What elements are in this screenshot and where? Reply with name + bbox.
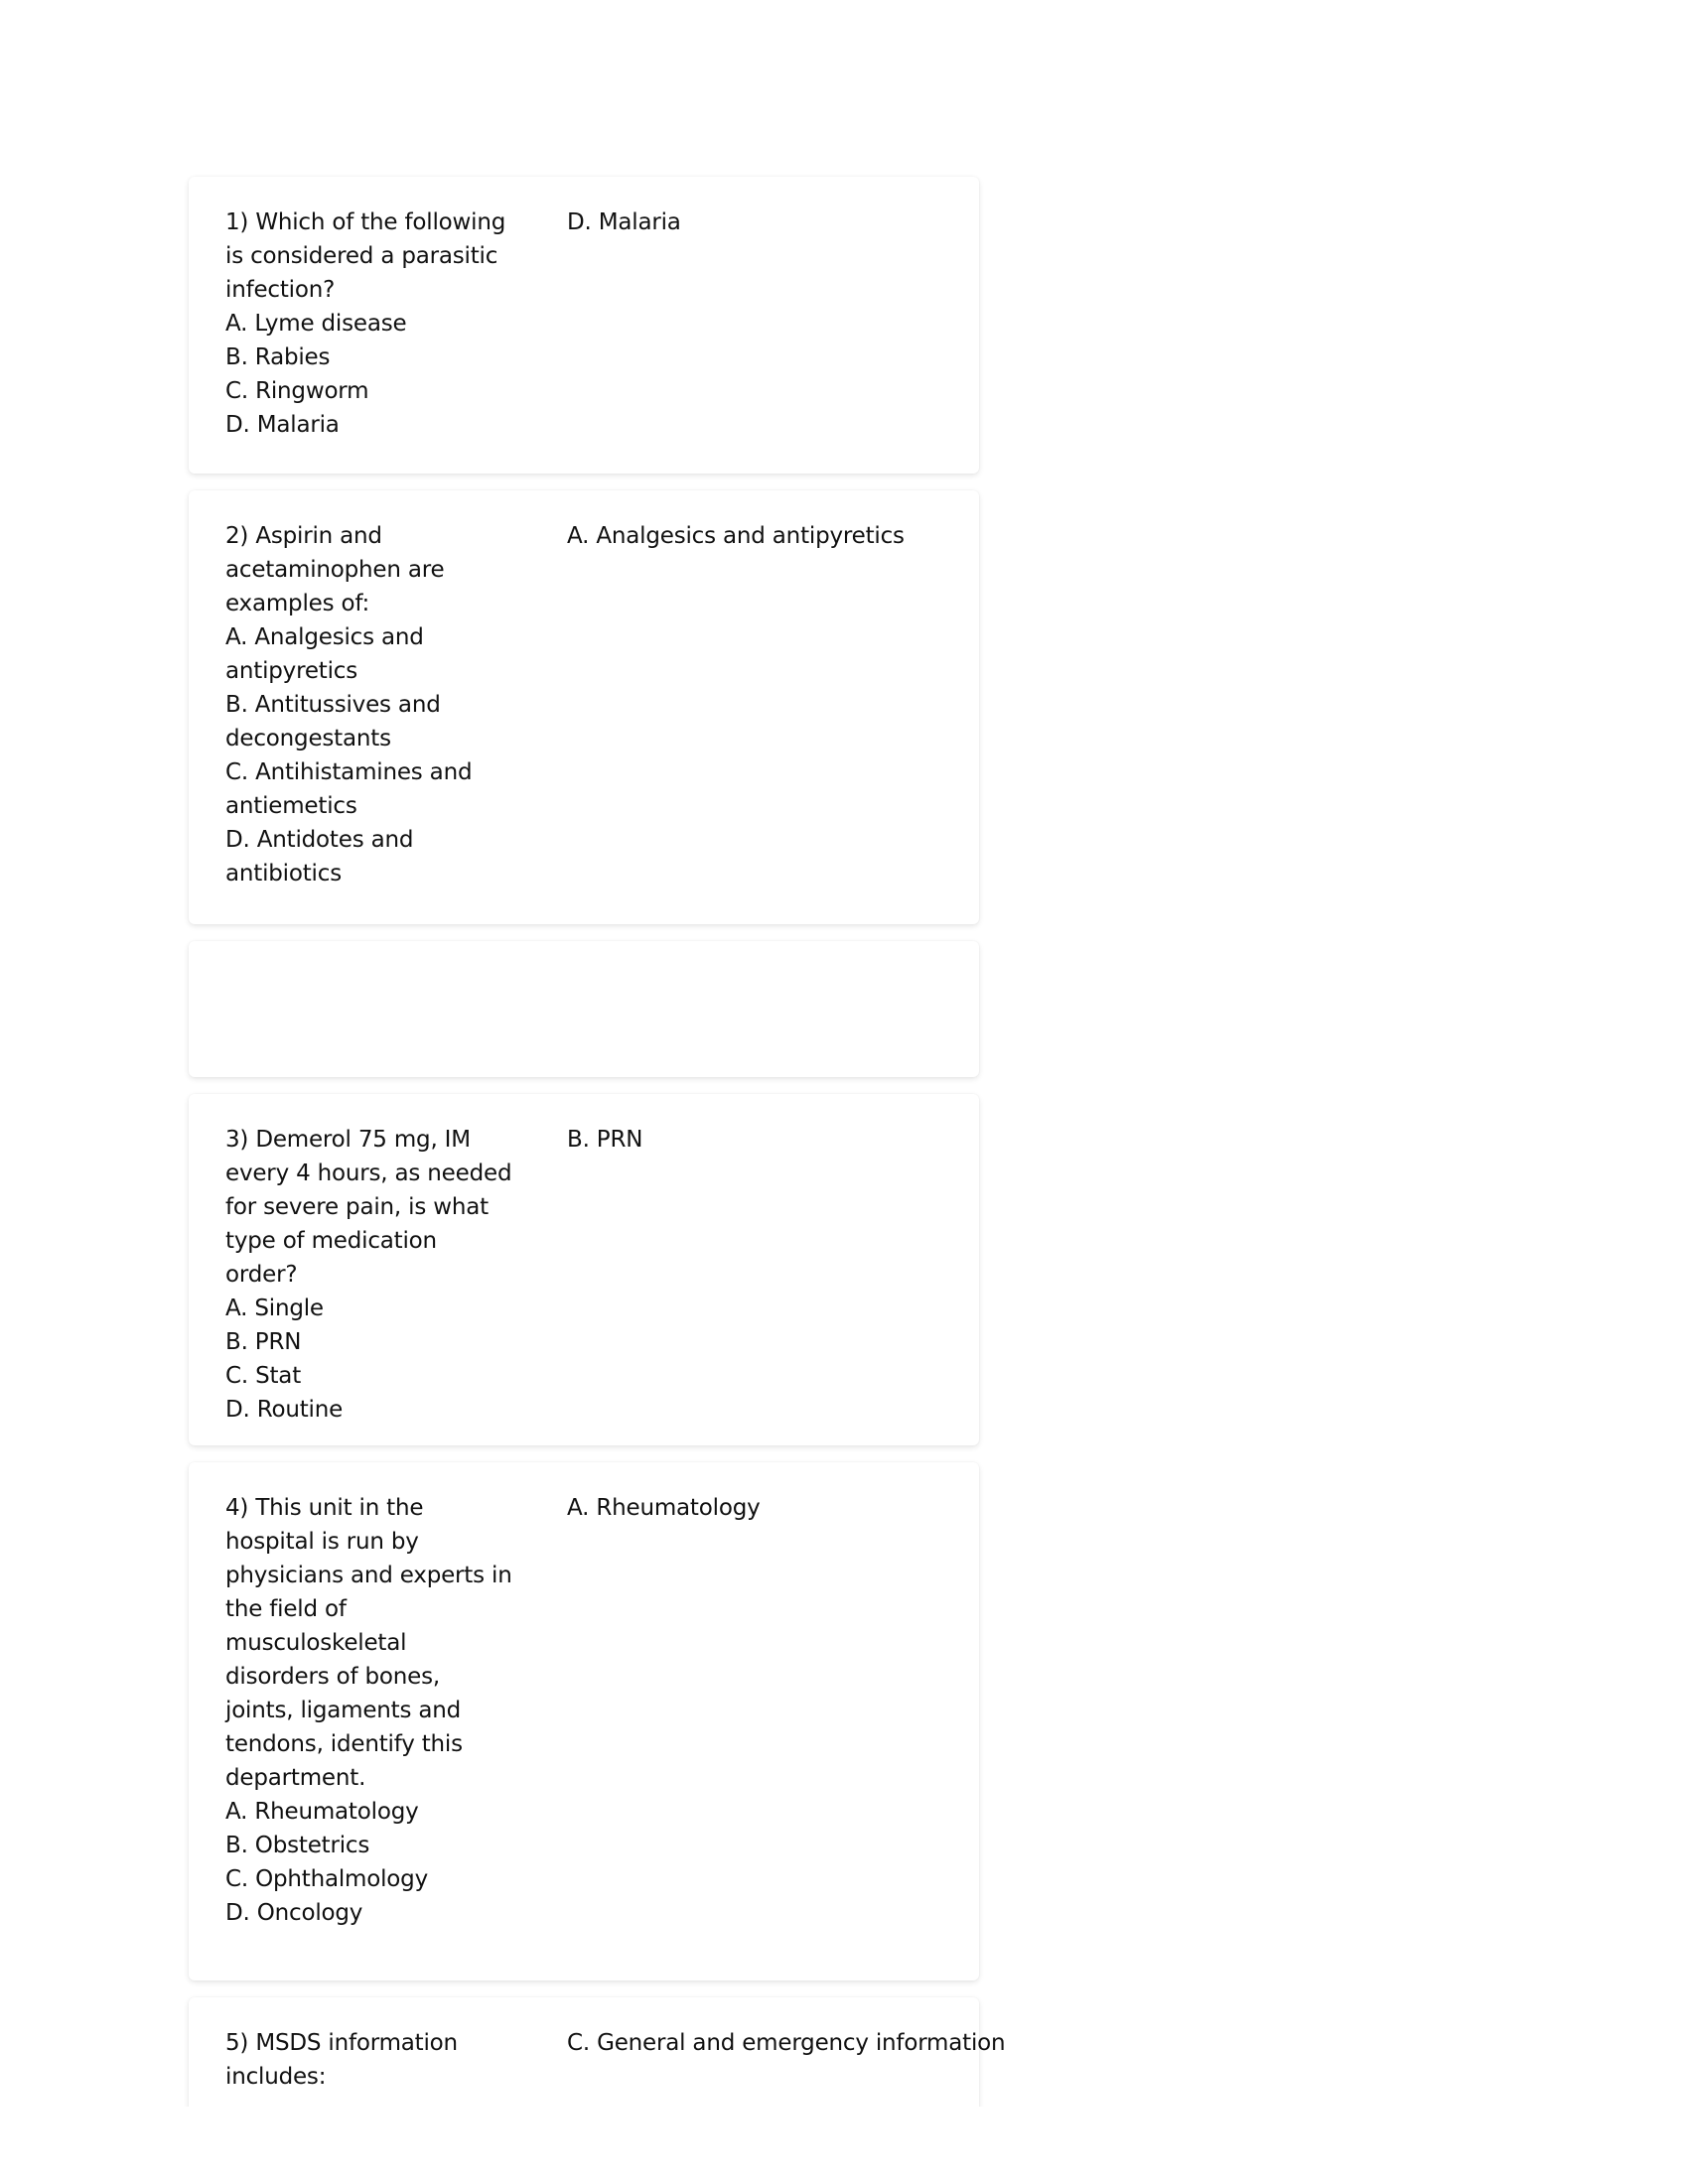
answer-text: A. Analgesics and antipyretics [567, 523, 905, 549]
flashcard-2[interactable] [189, 490, 979, 924]
flashcard-3[interactable] [189, 1094, 979, 1445]
answer-definition [567, 1123, 979, 1414]
option-d: D. Routine [225, 1397, 344, 1423]
option-a: A. Analgesics and [225, 624, 424, 650]
flashcard-5[interactable] [189, 1997, 1006, 2107]
question-line: for severe pain, is what [225, 1194, 489, 1220]
answer-definition [567, 205, 979, 442]
question-line: hospital is run by [225, 1529, 419, 1555]
question-line: 5) MSDS information [225, 2030, 458, 2056]
question-line: every 4 hours, as needed [225, 1160, 512, 1186]
question-term [225, 1123, 567, 1423]
answer-text: D. Malaria [567, 209, 681, 235]
option-a: A. Lyme disease [225, 311, 407, 337]
question-line: department. [225, 1765, 366, 1791]
question-line: type of medication [225, 1228, 437, 1254]
question-line: musculoskeletal [225, 1630, 407, 1656]
question-line: 2) Aspirin and [225, 523, 382, 549]
question-line: joints, ligaments and [225, 1698, 462, 1723]
answer-definition [567, 2026, 1005, 2107]
answer-definition [567, 1491, 979, 1949]
question-line: examples of: [225, 591, 369, 616]
option-c: C. Antihistamines and [225, 759, 473, 785]
option-b: B. Rabies [225, 344, 331, 370]
answer-text: C. General and emergency information [567, 2030, 1006, 2056]
flashcard-1[interactable] [189, 177, 979, 474]
question-term [225, 1491, 567, 1949]
flashcard-4[interactable] [189, 1462, 979, 1980]
question-line: physicians and experts in [225, 1563, 512, 1588]
option-c: C. Stat [225, 1363, 302, 1389]
question-line: is considered a parasitic [225, 243, 498, 269]
empty-card [189, 941, 979, 1077]
option-d: D. Malaria [225, 412, 340, 438]
option-a-cont: antipyretics [225, 658, 358, 684]
question-line: 1) Which of the following [225, 209, 506, 235]
flashcard-list [189, 177, 1006, 2107]
option-d: D. Oncology [225, 1900, 363, 1926]
option-b: B. PRN [225, 1329, 302, 1355]
answer-text: A. Rheumatology [567, 1495, 761, 1521]
question-line: infection? [225, 277, 336, 303]
question-line: disorders of bones, [225, 1664, 440, 1690]
option-b: B. Antitussives and [225, 692, 441, 718]
answer-text: B. PRN [567, 1127, 643, 1153]
question-line: 4) This unit in the [225, 1495, 424, 1521]
question-line: 3) Demerol 75 mg, IM [225, 1127, 471, 1153]
question-term [225, 205, 567, 442]
question-term [225, 2026, 567, 2107]
option-c: C. Ringworm [225, 378, 369, 404]
question-line: order? [225, 1262, 298, 1288]
question-line: tendons, identify this [225, 1731, 463, 1757]
answer-definition [567, 519, 979, 892]
option-c-cont: antiemetics [225, 793, 357, 819]
option-d-cont: antibiotics [225, 861, 342, 887]
option-a: A. Single [225, 1296, 324, 1321]
option-d: D. Antidotes and [225, 827, 414, 853]
question-line: the field of [225, 1596, 347, 1622]
question-line: includes: [225, 2064, 327, 2090]
option-b-cont: decongestants [225, 726, 391, 751]
option-c: C. Ophthalmology [225, 1866, 428, 1892]
question-term [225, 519, 567, 892]
question-line: acetaminophen are [225, 557, 445, 583]
option-b: B. Obstetrics [225, 1833, 370, 1858]
option-a: A. Rheumatology [225, 1799, 419, 1825]
